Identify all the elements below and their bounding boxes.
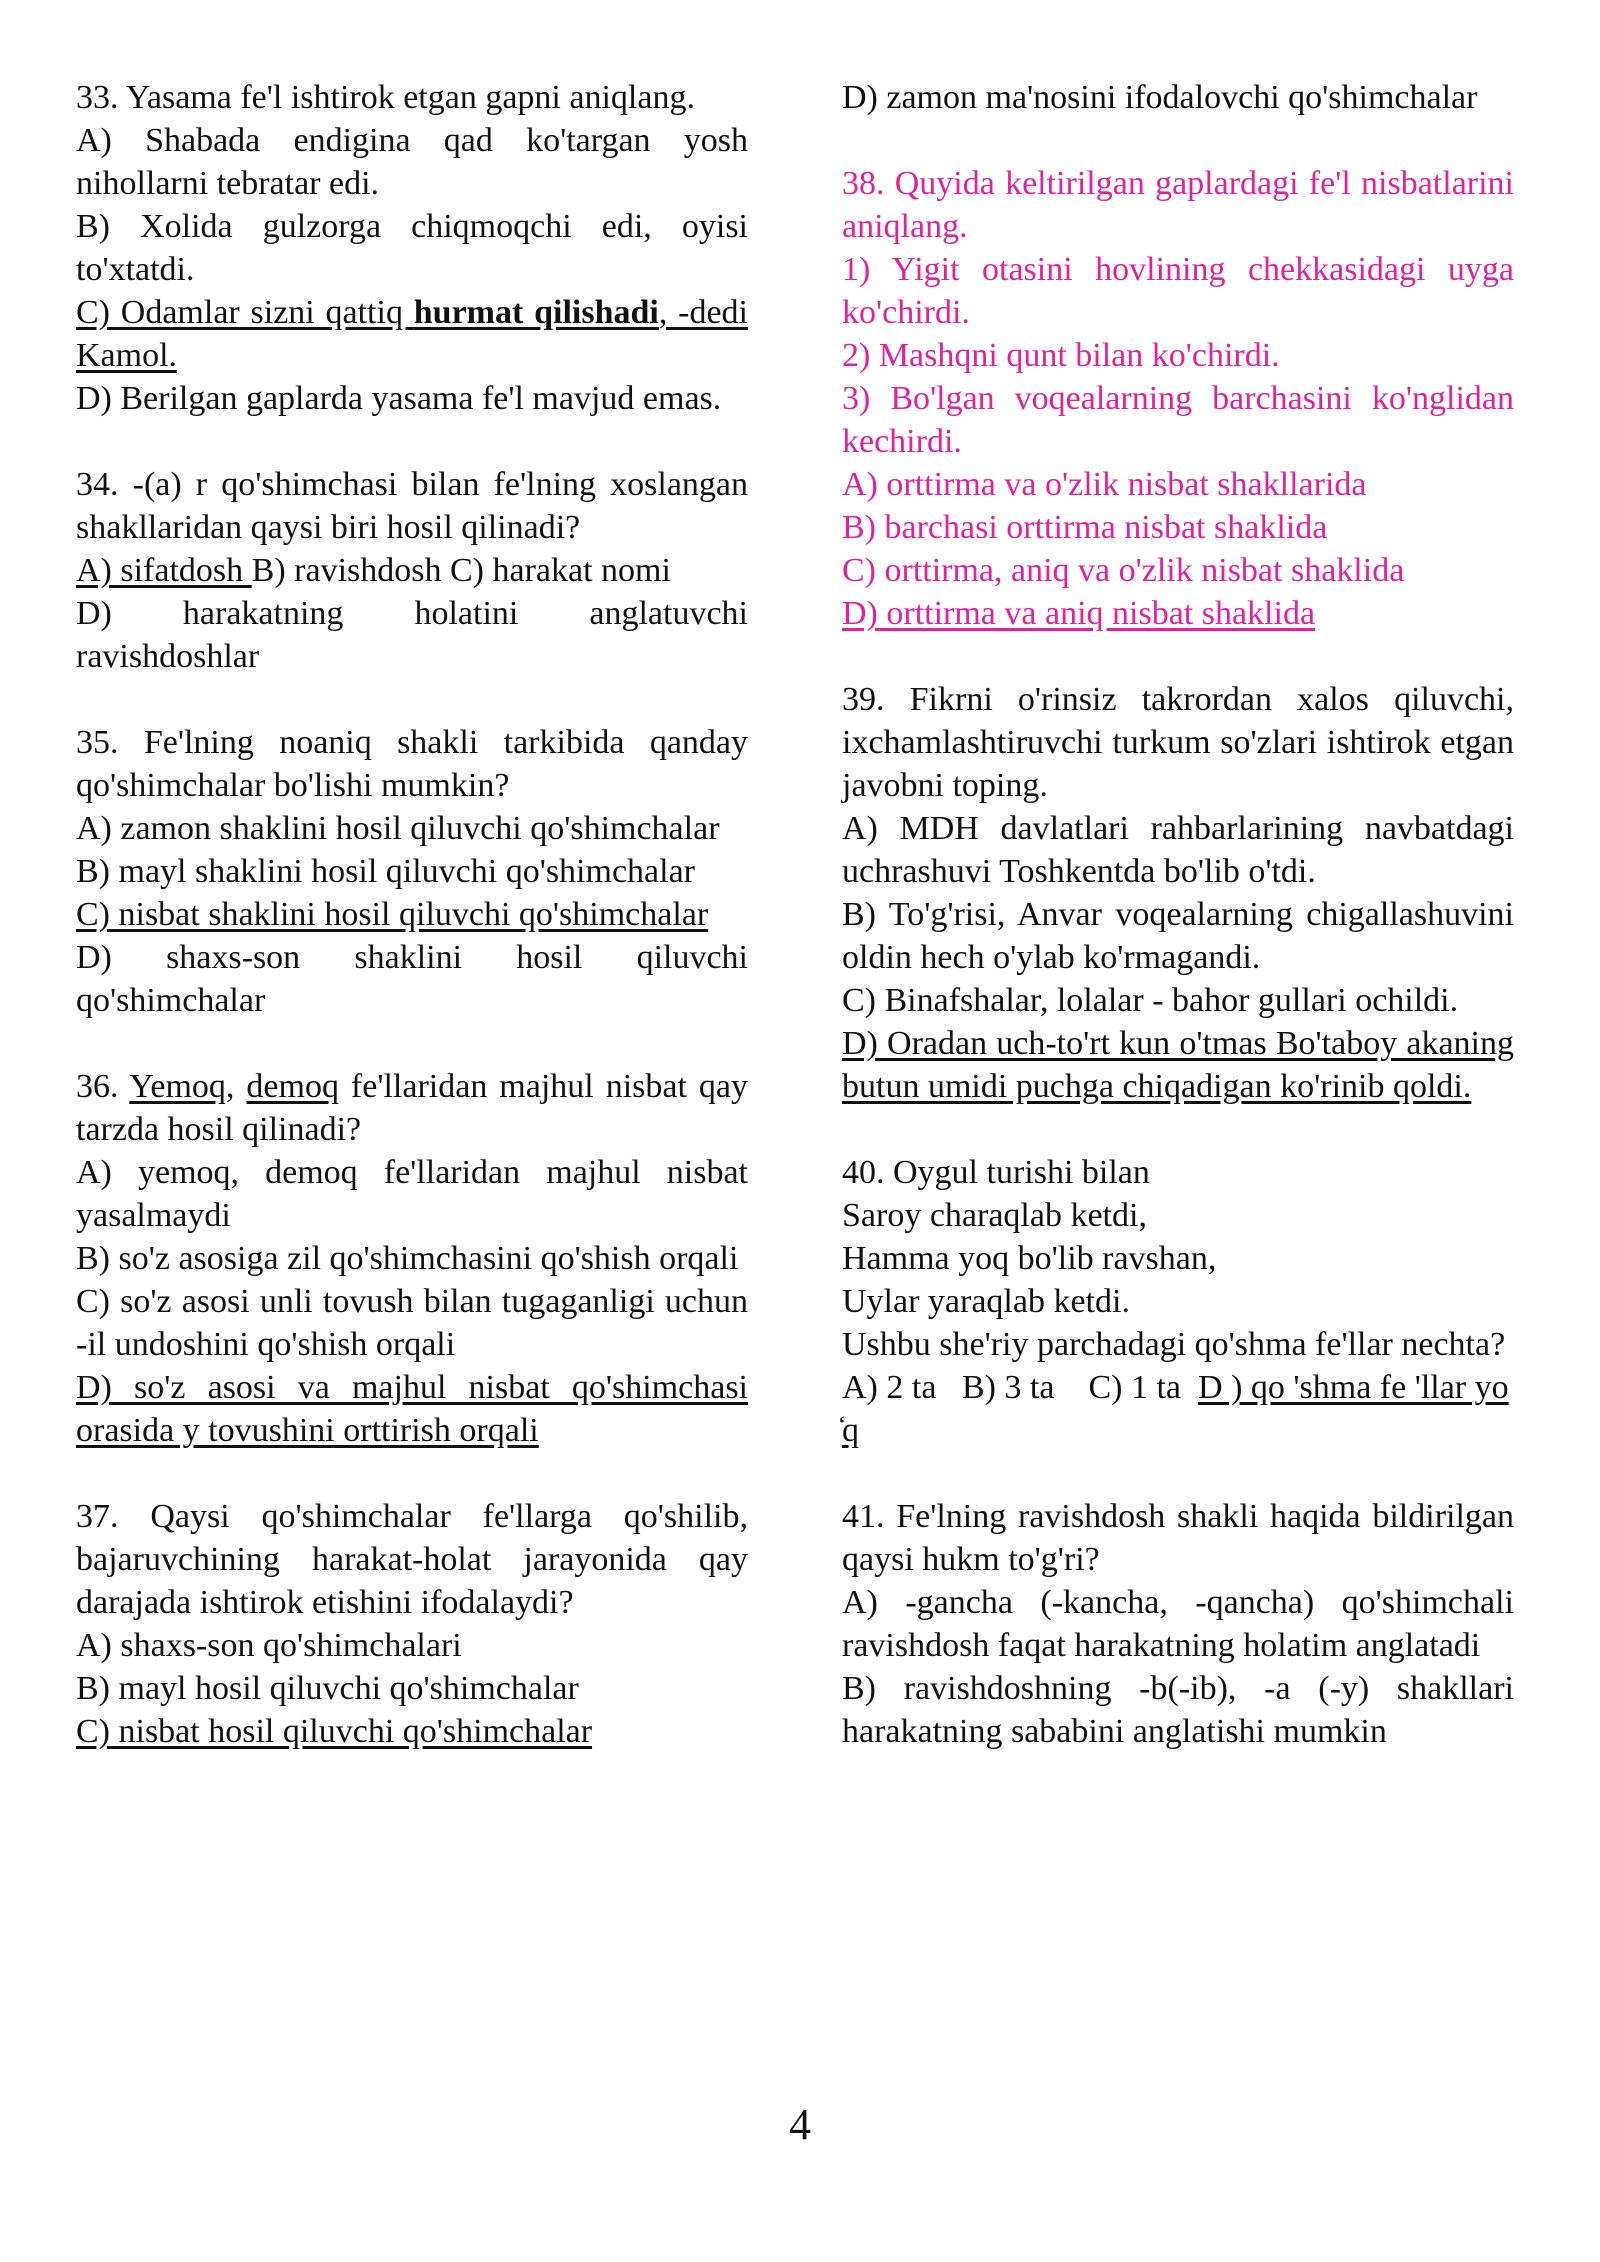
question-37-option-a: A) shaxs-son qo'shimchalari [76, 1627, 462, 1664]
question-40-option-c: C) 1 ta [1088, 1369, 1182, 1406]
question-40 [842, 1151, 1514, 1452]
question-38-stem: 38. Quyida keltirilgan gaplardagi fe'l nisbatlarini aniqlang. [842, 165, 1514, 245]
question-37-option-c: C) nisbat hosil qiluvchi qo'shimchalar [76, 1713, 593, 1750]
question-41 [842, 1495, 1514, 1753]
question-36-number: 36. [76, 1068, 130, 1105]
option-c-text-start: C) Odamlar sizni qattiq [76, 294, 414, 331]
question-35-stem: 35. Fe'lning noaniq shakli tarkibida qanday qo'shimchalar bo'lishi mumkin? [76, 724, 748, 804]
question-33-option-b: B) Xolida gulzorga chiqmoqchi edi, oyisi to'xtatdi. [76, 208, 748, 288]
question-39-option-b: B) To'g'risi, Anvar voqealarning chigallashuvini oldin hech o'ylab ko'rmagandi. [842, 896, 1514, 976]
question-37-stem: 37. Qaysi qo'shimchalar fe'llarga qo'shilib, bajaruvchining harakat-holat jarayonida qay darajada ishtirok etishini ifodalaydi? [76, 1498, 748, 1621]
question-36 [76, 1065, 748, 1452]
question-39-option-d: D) Oradan uch-to'rt kun o'tmas Bo'taboy akaning butun umidi puchga chiqadigan ko'rinib qoldi. [842, 1025, 1514, 1105]
question-38-option-b: B) barchasi orttirma nisbat shaklida [842, 509, 1328, 546]
question-36-option-d: D) so'z asosi va majhul nisbat qo'shimchasi orasida y tovushini orttirish orqali [76, 1369, 748, 1449]
question-38 [842, 162, 1514, 635]
question-37 [76, 1495, 748, 1753]
question-34-option-d: D) harakatning holatini anglatuvchi ravishdoshlar [76, 595, 748, 675]
question-40-stem: Ushbu she'riy parchadagi qo'shma fe'llar nechta? [842, 1326, 1506, 1363]
question-39-option-a: A) MDH davlatlari rahbarlarining navbatdagi uchrashuvi Toshkentda bo'lib o'tdi. [842, 810, 1514, 890]
question-36-word-2: demoq [246, 1068, 339, 1105]
question-39-stem: 39. Fikrni o'rinsiz takrordan xalos qiluvchi, ixchamlashtiruvchi turkum so'zlari ishtirok etgan javobni toping. [842, 681, 1514, 804]
right-column [842, 76, 1514, 1753]
question-33-option-c [76, 291, 748, 377]
question-33-option-d: D) Berilgan gaplarda yasama fe'l mavjud emas. [76, 380, 722, 417]
question-35-option-b: B) mayl shaklini hosil qiluvchi qo'shimchalar [76, 853, 695, 890]
question-38-sentence-1: 1) Yigit otasini hovlining chekkasidagi uyga ko'chirdi. [842, 251, 1514, 331]
question-40-options-row [842, 1366, 1514, 1452]
question-37-option-b: B) mayl hosil qiluvchi qo'shimchalar [76, 1670, 579, 1707]
question-40-option-a: A) 2 ta [842, 1369, 937, 1406]
question-36-separator: , [225, 1068, 247, 1105]
question-35 [76, 721, 748, 1022]
question-41-option-b: B) ravishdoshning -b(-ib), -a (-y) shakllari harakatning sababini anglatishi mumkin [842, 1670, 1514, 1750]
question-35-option-d: D) shaxs-son shaklini hosil qiluvchi qo'shimchalar [76, 939, 748, 1019]
question-35-option-c: C) nisbat shaklini hosil qiluvchi qo'shimchalar [76, 896, 709, 933]
question-38-option-a: A) orttirma va o'zlik nisbat shakllarida [842, 466, 1367, 503]
question-33-stem: 33. Yasama fe'l ishtirok etgan gapni aniqlang. [76, 79, 695, 116]
question-34-stem: 34. -(a) r qo'shimchasi bilan fe'lning xoslangan shakllaridan qaysi biri hosil qilinadi? [76, 466, 748, 546]
question-34-option-a: A) sifatdosh [76, 552, 252, 589]
question-36-word-1: Yemoq [129, 1068, 226, 1105]
question-38-sentence-3: 3) Bo'lgan voqealarning barchasini ko'nglidan kechirdi. [842, 380, 1514, 460]
question-34-option-b: B) ravishdosh [251, 552, 450, 589]
question-40-poem-line-2: Saroy charaqlab ketdi, [842, 1197, 1147, 1234]
question-34 [76, 463, 748, 678]
question-36-option-b: B) so'z asosiga zil qo'shimchasini qo'shish orqali [76, 1240, 739, 1277]
question-41-option-a: A) -gancha (-kancha, -qancha) qo'shimchali ravishdosh faqat harakatning holatim anglatadi [842, 1584, 1514, 1664]
option-c-bold-phrase: hurmat qilishadi [413, 294, 659, 331]
question-40-option-b: B) 3 ta [961, 1369, 1055, 1406]
question-36-option-a: A) yemoq, demoq fe'llaridan majhul nisbat yasalmaydi [76, 1154, 748, 1234]
left-column [76, 76, 748, 1753]
question-36-stem [76, 1065, 748, 1151]
question-36-stem-rest: fe'llaridan majhul nisbat qay tarzda hosil qilinadi? [76, 1068, 748, 1148]
question-40-option-d: D ) qo 'shma fe 'llar yo ̒q [842, 1369, 1509, 1449]
question-41-stem: 41. Fe'lning ravishdosh shakli haqida bildirilgan qaysi hukm to'g'ri? [842, 1498, 1514, 1578]
question-33 [76, 76, 748, 420]
question-34-option-c: C) harakat nomi [449, 552, 671, 589]
question-40-poem-line-4: Uylar yaraqlab ketdi. [842, 1283, 1130, 1320]
question-37-option-d: D) zamon ma'nosini ifodalovchi qo'shimchalar [842, 79, 1478, 116]
question-35-option-a: A) zamon shaklini hosil qiluvchi qo'shimchalar [76, 810, 720, 847]
question-33-option-a: A) Shabada endigina qad ko'targan yosh nihollarni tebratar edi. [76, 122, 748, 202]
question-39 [842, 678, 1514, 1108]
page-number: 4 [789, 2100, 811, 2149]
question-34-options-row [76, 549, 748, 592]
option-c-text-end: , -dedi Kamol. [76, 294, 748, 374]
question-38-option-c: C) orttirma, aniq va o'zlik nisbat shaklida [842, 552, 1405, 589]
question-38-sentence-2: 2) Mashqni qunt bilan ko'chirdi. [842, 337, 1280, 374]
question-38-option-d: D) orttirma va aniq nisbat shaklida [842, 595, 1316, 632]
question-39-option-c: C) Binafshalar, lolalar - bahor gullari ochildi. [842, 982, 1459, 1019]
question-40-poem-line-1: 40. Oygul turishi bilan [842, 1154, 1150, 1191]
question-40-poem-line-3: Hamma yoq bo'lib ravshan, [842, 1240, 1217, 1277]
question-36-option-c: C) so'z asosi unli tovush bilan tugaganligi uchun -il undoshini qo'shish orqali [76, 1283, 748, 1363]
question-37-continued [842, 76, 1514, 119]
